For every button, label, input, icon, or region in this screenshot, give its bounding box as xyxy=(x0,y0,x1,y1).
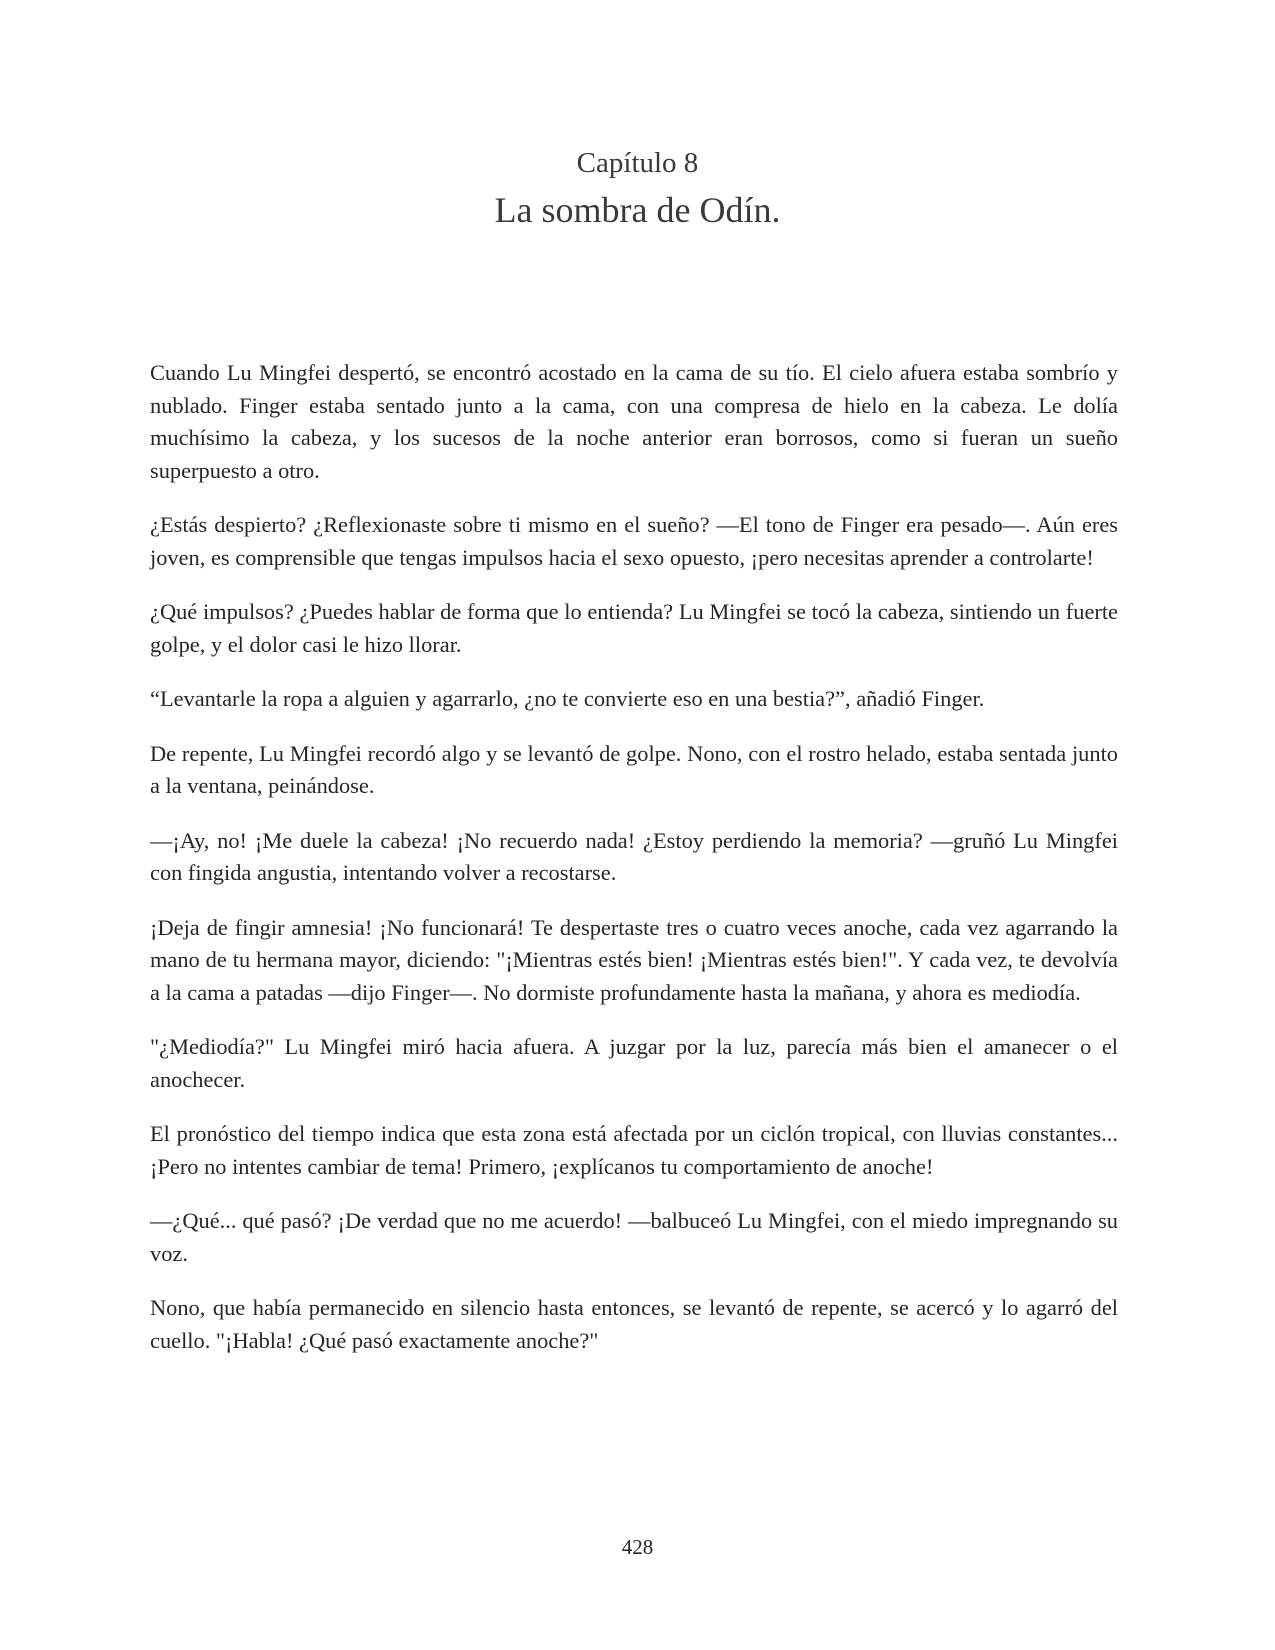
paragraph: De repente, Lu Mingfei recordó algo y se levantó de golpe. Nono, con el rostro helado, estaba sentada junto a la ventana, peinándose. xyxy=(150,740,1118,798)
paragraph: ¡Deja de fingir amnesia! ¡No funcionará! Te despertaste tres o cuatro veces anoche, cada vez agarrando la mano de tu hermana mayor, diciendo: "¡Mientras estés bien! ¡Mientras estés bien!". Y cada vez, te devolvía a la cama a patadas —dijo Finger—. No dormiste profundamente hasta la mañana, y ahora es mediodía. xyxy=(150,914,1118,1005)
chapter-number: Capítulo 8 xyxy=(576,147,699,179)
paragraph: Cuando Lu Mingfei despertó, se encontró acostado en la cama de su tío. El cielo afuera estaba sombrío y nublado. Finger estaba sentado junto a la cama, con una compresa de hielo en la cabeza. Le dolía muchísimo la cabeza, y los sucesos de la noche anterior eran borrosos, como si fueran un sueño superpuesto a otro. xyxy=(150,360,1118,483)
paragraph: —¿Qué... qué pasó? ¡De verdad que no me acuerdo! —balbuceó Lu Mingfei, con el miedo impregnando su voz. xyxy=(150,1208,1118,1266)
page-number: 428 xyxy=(621,1535,654,1559)
paragraph: Nono, que había permanecido en silencio hasta entonces, se levantó de repente, se acercó y lo agarró del cuello. "¡Habla! ¿Qué pasó exactamente anoche?" xyxy=(150,1295,1118,1353)
chapter-header xyxy=(0,146,1275,232)
paragraph: —¡Ay, no! ¡Me duele la cabeza! ¡No recuerdo nada! ¿Estoy perdiendo la memoria? —gruñó Lu Mingfei con fingida angustia, intentando volver a recostarse. xyxy=(150,827,1118,885)
paragraph: ¿Qué impulsos? ¿Puedes hablar de forma que lo entienda? Lu Mingfei se tocó la cabeza, sintiendo un fuerte golpe, y el dolor casi le hizo llorar. xyxy=(150,599,1118,657)
paragraph: “Levantarle la ropa a alguien y agarrarlo, ¿no te convierte eso en una bestia?”, añadió Finger. xyxy=(150,686,985,711)
chapter-body xyxy=(150,357,1118,1379)
paragraph: "¿Mediodía?" Lu Mingfei miró hacia afuera. A juzgar por la luz, parecía más bien el amanecer o el anochecer. xyxy=(150,1034,1118,1092)
paragraph: ¿Estás despierto? ¿Reflexionaste sobre ti mismo en el sueño? —El tono de Finger era pesado—. Aún eres joven, es comprensible que tengas impulsos hacia el sexo opuesto, ¡pero necesitas aprender a controlarte! xyxy=(150,512,1118,570)
paragraph: El pronóstico del tiempo indica que esta zona está afectada por un ciclón tropical, con lluvias constantes... ¡Pero no intentes cambiar de tema! Primero, ¡explícanos tu comportamiento de anoche! xyxy=(150,1121,1118,1179)
chapter-title: La sombra de Odín. xyxy=(494,190,781,230)
